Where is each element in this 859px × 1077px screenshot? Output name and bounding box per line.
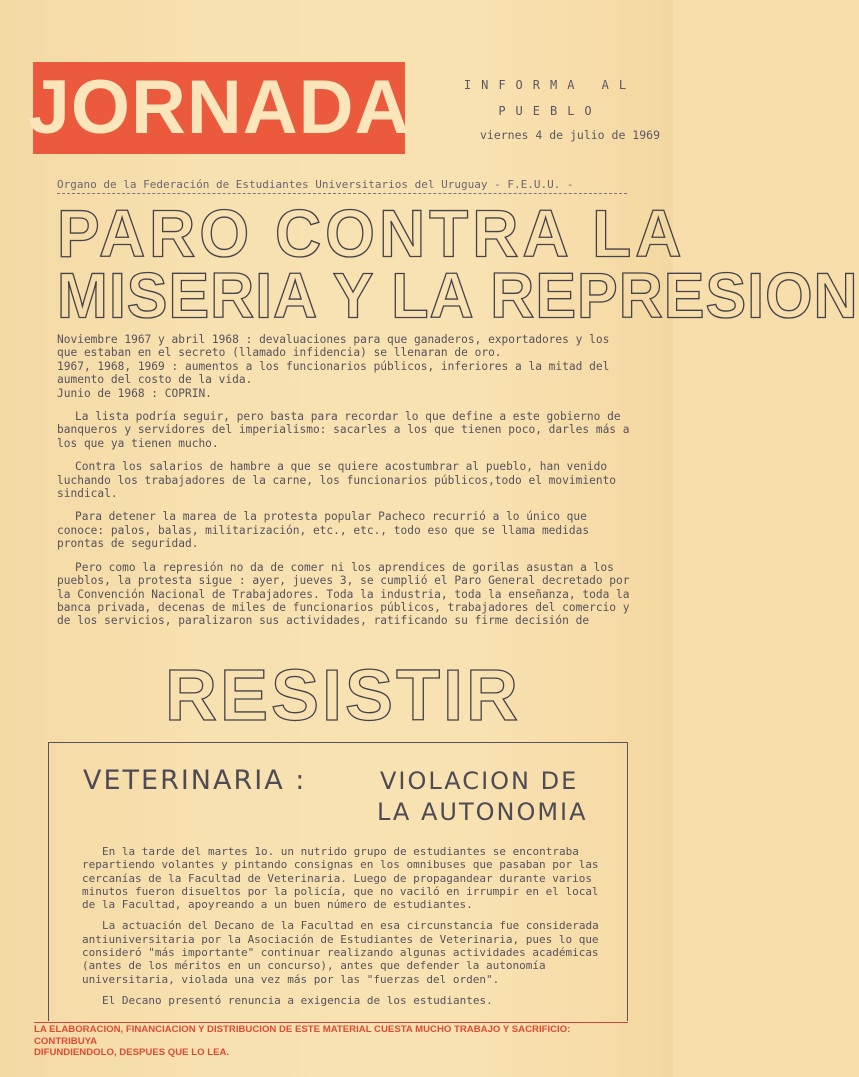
footer-line-1: LA ELABORACION, FINANCIACION Y DISTRIBUCION DE ESTE MATERIAL CUESTA MUCHO TRABAJO Y SACRIFICIO: CONTRIBUYA — [34, 1024, 571, 1047]
jornada-logo — [27, 62, 411, 154]
footer-divider — [34, 1022, 628, 1023]
article-paragraph: Contra los salarios de hambre a que se quiere acostumbrar al pueblo, han venido luchando los trabajadores de la carne, los funcionarios públicos,todo el movimiento sindical. — [57, 460, 617, 501]
timeline-item: Junio de 1968 : COPRIN. — [57, 386, 212, 400]
timeline-item: 1967, 1968, 1969 : aumentos a los funcionarios públicos, inferiores a la mitad del aumento del costo de la vida. — [57, 359, 610, 387]
article-body — [57, 333, 635, 638]
dashed-divider — [57, 193, 627, 194]
informa-label: INFORMA AL — [463, 78, 637, 92]
article-paragraph: La lista podría seguir, pero basta para recordar lo que define a este gobierno de banqueros y servidores del imperialismo: sacarles a los que tienen poco, darles más a los que ya tienen mucho. — [57, 410, 630, 450]
box-paragraph: El Decano presentó renuncia a exigencia de los estudiantes. — [102, 993, 493, 1007]
box-paragraph: La actuación del Decano de la Facultad en esa circunstancia fue considerada antiuniversitaria por la Asociación de Estudiantes de Veterinaria, pues lo que consideró "más importante" continuar realizando algunas actividades académicas (antes de los méritos en un concurso), antes que defender la autonomía universitaria, violada una vez más por las "fuerzas del orden". — [82, 919, 599, 986]
issue-date: viernes 4 de julio de 1969 — [479, 128, 660, 142]
logo-text: JORNADA — [27, 65, 411, 150]
article-paragraph: Para detener la marea de la protesta popular Pacheco recurrió a lo único que conoce: palos, balas, militarización, etc., etc., todo eso que se llama medidas prontas de seguridad. — [57, 510, 590, 551]
article-paragraph: Pero como la represión no da de comer ni los aprendices de gorilas asustan a los pueblos, la protesta sigue : ayer, jueves 3, se cumplió el Paro General decretado por la Convención Nacional de Trabajadores. Toda la industria, toda la enseñanza, toda la banca privada, decenas de miles de funcionarios públicos, trabajadores del comercio y de los servicios, paralizaron sus actividades, ratificando su firme decisión de — [57, 560, 630, 628]
headline-line-1: PARO CONTRA LA — [57, 195, 686, 272]
box-title-line-1: VIOLACION DE — [380, 767, 579, 795]
box-title-line-2: LA AUTONOMIA — [377, 798, 588, 826]
resistir-heading: RESISTIR — [165, 656, 522, 736]
organ-line: Organo de la Federación de Estudiantes Universitarios del Uruguay - F.E.U.U. - — [57, 178, 574, 191]
box-title-violacion — [377, 766, 588, 828]
pueblo-label: PUEBLO — [498, 104, 602, 118]
box-title-veterinaria: VETERINARIA : — [83, 765, 307, 796]
headline-line-2: MISERIA Y LA REPRESION — [57, 259, 859, 332]
footer-line-2: DIFUNDIENDOLO, DESPUES QUE LO LEA. — [34, 1047, 230, 1058]
footer-notice — [34, 1024, 634, 1059]
timeline-item: Noviembre 1967 y abril 1968 : devaluaciones para que ganaderos, exportadores y los que estaban en el secreto (llamado infidencia) se llenaran de oro. — [57, 333, 610, 360]
masthead-info — [440, 78, 660, 142]
box-body — [82, 845, 612, 1015]
box-paragraph: En la tarde del martes 1o. un nutrido grupo de estudiantes se encontraba repartiendo volantes y pintando consignas en los omnibuses que pasaban por las cercanías de la Facultad de Veterinaria. Luego de propagandear durante varios minutos fueron disueltos por la policía, que no vaciló en irrumpir en el local de la Facultad, apoyreando a un buen número de estudiantes. — [82, 845, 599, 912]
